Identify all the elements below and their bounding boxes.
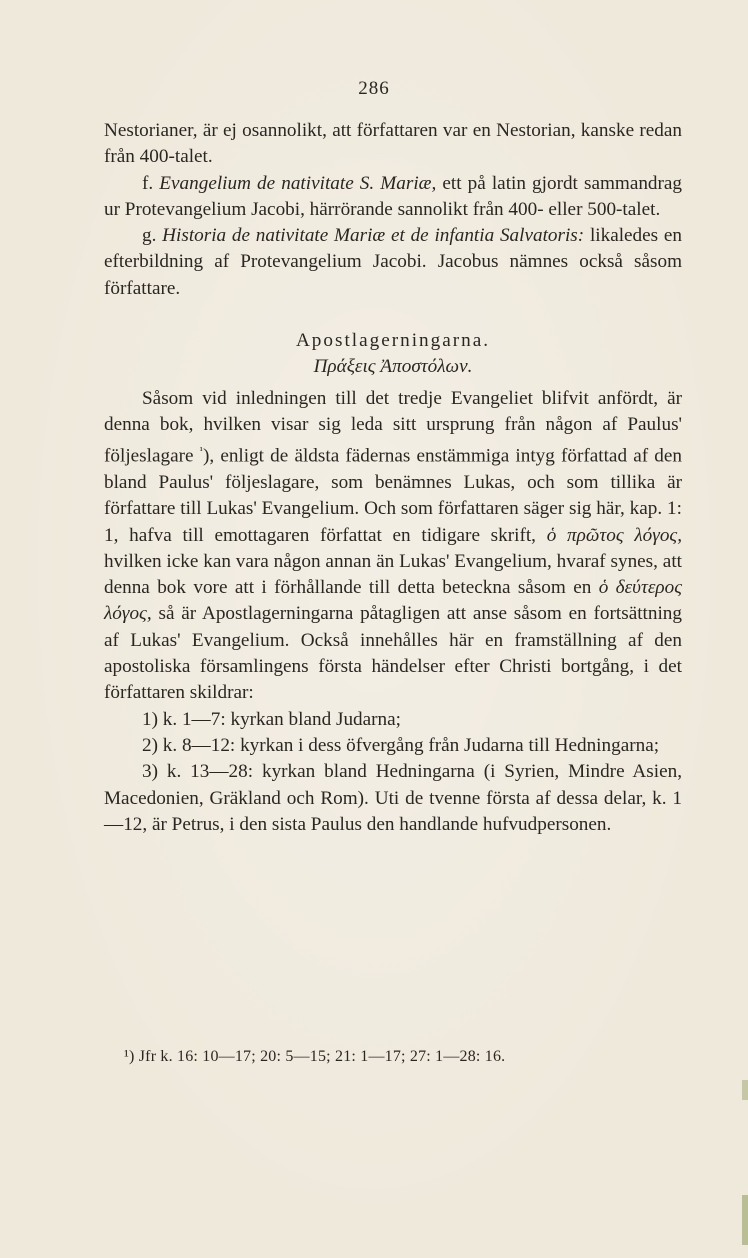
paragraph-text: hvilken icke kan vara någon annan än Lukas' Evangelium, hvaraf synes, att denna bok vore att i förhållande till detta beteckna såsom en — [104, 550, 682, 599]
work-title: Historia de nativitate Mariæ et de infantia Salvatoris: — [162, 225, 585, 247]
list-item: 3) k. 13—28: kyrkan bland Hedningarna (i Syrien, Mindre Asien, Macedonien, Gräkland och Rom). Uti de tvenne första af dessa delar, k. 1—12, är Petrus, i den sista Paulus den handlande hufvudpersonen. — [104, 761, 682, 835]
list-item: 1) k. 1—7: kyrkan bland Judarna; — [142, 708, 401, 730]
greek-phrase: ὁ πρῶτος λόγος, — [546, 524, 682, 546]
item-label: f. — [142, 172, 154, 194]
paragraph-text: likaledes en efterbildning af Protevangelium Jacobi. Jacobus nämnes också såsom författare. — [104, 225, 683, 299]
paragraph-nestorianer: Nestorianer, är ej osannolikt, att författaren var en Nestorian, kanske redan från 400-talet. — [104, 120, 682, 168]
paragraph-apostlagerningarna — [104, 386, 682, 707]
paragraph-evangelium-de-nativitate — [104, 171, 682, 224]
item-label: g. — [142, 225, 157, 247]
footnote — [124, 1048, 505, 1066]
paragraph-text: så är Apostlagerningarna påtagligen att anse såsom en fortsättning af Lukas' Evangelium. Också innehålles här en framställning af den apostoliska församlingens första händelser efter Christi bortgång, i det författaren skildrar: — [104, 603, 682, 704]
page-edge-stain — [742, 1195, 748, 1245]
main-text — [104, 118, 682, 838]
footnote-marker: ¹) — [124, 1048, 135, 1065]
work-title: Evangelium de nativitate S. Mariæ, — [159, 172, 437, 194]
paragraph-historia-de-nativitate — [104, 223, 682, 302]
paragraph-text: Såsom vid inledningen till det tredje Evangeliet blifvit anfördt, är denna bok, hvilken visar sig leda sitt ursprung från någon af Paulus' följeslagare — [104, 387, 682, 467]
footnote-reference: ¹ — [199, 445, 203, 458]
paragraph-text: ett på latin gjordt sammandrag ur Protevangelium Jacobi, härrörande sannolikt från 400- eller 500-talet. — [104, 172, 683, 220]
paragraph-text: ), enligt de äldsta fädernas enstämmiga intyg författad af den bland Paulus' följeslagare, som benämnes Lukas, och som tillika är författare till Lukas' Evangelium. Och som författaren säger sig här, kap. 1: 1, hafva till emottagaren författat en tidigare skrift, — [104, 445, 682, 546]
list-item: 2) k. 8—12: kyrkan i dess öfvergång från Judarna till Hedningarna; — [142, 734, 660, 756]
footnote-text: Jfr k. 16: 10—17; 20: 5—15; 21: 1—17; 27: 1—28: 16. — [138, 1048, 506, 1065]
page-edge-stain — [742, 1080, 748, 1100]
section-subheading-greek: Πράξεις Ἀποστόλων. — [313, 356, 473, 378]
section-heading: Apostlagerningarna. — [295, 330, 491, 352]
page-number: 286 — [358, 78, 390, 99]
greek-phrase: ὁ δεύτερος λόγος, — [104, 577, 682, 625]
